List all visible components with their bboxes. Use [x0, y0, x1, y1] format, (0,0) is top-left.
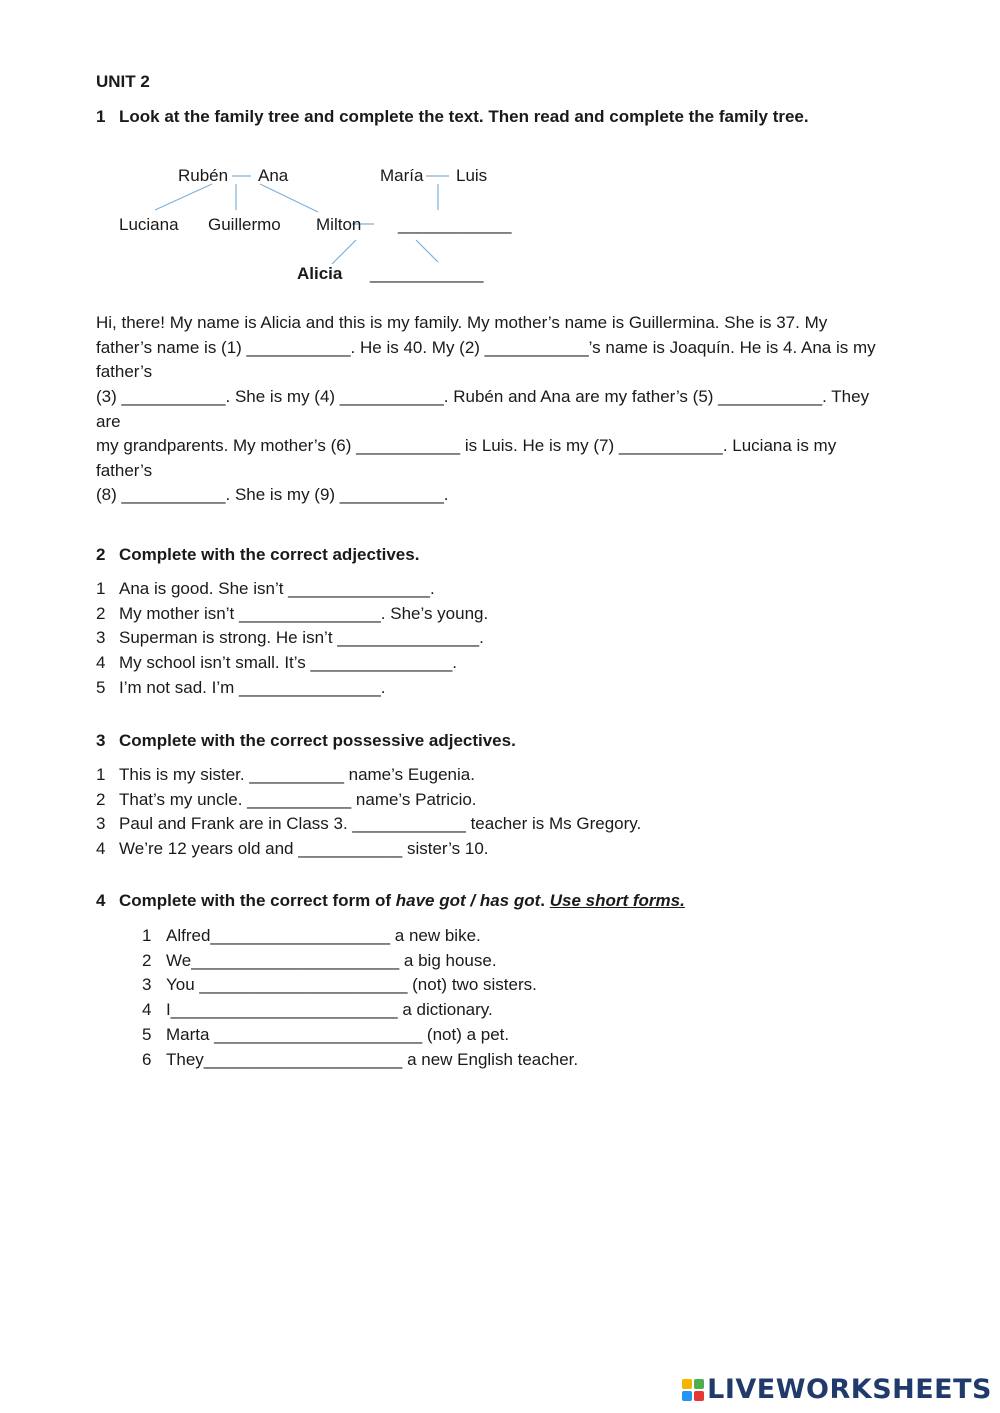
exercise-3-heading — [96, 731, 516, 751]
item-text: Marta ______________________ (not) a pet. — [166, 1025, 510, 1044]
paragraph-line: father’s — [96, 461, 153, 480]
exercise-3-item[interactable] — [96, 790, 477, 810]
exercise-4-item[interactable] — [142, 975, 537, 995]
paragraph-line[interactable]: my grandparents. My mother’s (6) ___________ is Luis. He is my (7) ___________. Luciana is my — [96, 436, 837, 455]
item-text: I________________________ a dictionary. — [166, 1000, 493, 1019]
item-text: We______________________ a big house. — [166, 951, 497, 970]
item-number: 1 — [96, 765, 106, 784]
item-number: 2 — [96, 604, 106, 623]
exercise-2-item[interactable] — [96, 678, 386, 698]
exercise-4-separator: . — [540, 891, 550, 910]
exercise-4-item[interactable] — [142, 926, 481, 946]
tree-blank-sibling[interactable]: ____________ — [370, 264, 484, 283]
tree-name-maria: María — [380, 166, 424, 185]
item-number: 3 — [96, 814, 106, 833]
exercise-4-verb-forms: have got / has got — [395, 891, 541, 910]
item-number: 3 — [96, 628, 106, 647]
item-text: We’re 12 years old and ___________ sister’s 10. — [119, 839, 489, 858]
paragraph-line: are — [96, 412, 121, 431]
item-text: My school isn’t small. It’s _______________. — [119, 653, 457, 672]
item-number: 2 — [96, 790, 106, 809]
item-text: They_____________________ a new English teacher. — [166, 1050, 579, 1069]
exercise-3-number: 3 — [96, 731, 106, 750]
item-text: Paul and Frank are in Class 3. ____________ teacher is Ms Gregory. — [119, 814, 642, 833]
paragraph-line: father’s — [96, 362, 153, 381]
exercise-2-heading — [96, 545, 419, 565]
logo-text: LIVEWORKSHEETS — [707, 1374, 992, 1405]
item-text: Superman is strong. He isn’t _______________. — [119, 628, 484, 647]
tree-line-to-alicia — [332, 240, 356, 264]
tree-name-guillermo: Guillermo — [208, 215, 281, 234]
item-text: My mother isn’t _______________. She’s young. — [119, 604, 489, 623]
logo-mark-tile — [694, 1391, 704, 1401]
exercise-3-item[interactable] — [96, 839, 489, 859]
paragraph-line[interactable]: (8) ___________. She is my (9) ___________. — [96, 485, 449, 504]
tree-name-milton: Milton — [316, 215, 362, 234]
exercise-4-item[interactable] — [142, 1000, 493, 1020]
exercise-3-item[interactable] — [96, 814, 641, 834]
liveworksheets-logo[interactable] — [682, 1374, 992, 1405]
item-number: 4 — [96, 839, 106, 858]
tree-line-to-milton — [260, 184, 318, 212]
item-text: Ana is good. She isn’t _______________. — [119, 579, 435, 598]
exercise-1-instruction: Look at the family tree and complete the text. Then read and complete the family tree. — [119, 107, 809, 126]
paragraph-line[interactable]: father’s name is (1) ___________. He is 40. My (2) ___________’s name is Joaquín. He is 4. Ana is my — [96, 338, 876, 357]
tree-name-ana: Ana — [258, 166, 289, 185]
unit-title: UNIT 2 — [96, 72, 150, 91]
item-number: 4 — [96, 653, 106, 672]
tree-line-to-sibling — [416, 240, 438, 262]
exercise-2-item[interactable] — [96, 604, 488, 624]
exercise-4-heading — [96, 891, 685, 911]
tree-name-luciana: Luciana — [119, 215, 179, 234]
tree-name-alicia: Alicia — [297, 264, 343, 283]
logo-mark-tile — [682, 1379, 692, 1389]
logo-mark-tile — [694, 1379, 704, 1389]
item-number: 4 — [142, 1000, 152, 1019]
exercise-4-instruction: Complete with the correct form of — [119, 891, 396, 910]
exercise-2-item[interactable] — [96, 628, 484, 648]
exercise-4-short-forms-note: Use short forms. — [549, 891, 685, 910]
logo-mark-icon — [682, 1379, 704, 1401]
item-text: You ______________________ (not) two sisters. — [166, 975, 537, 994]
item-number: 3 — [142, 975, 152, 994]
item-text: Alfred___________________ a new bike. — [166, 926, 481, 945]
tree-name-ruben: Rubén — [178, 166, 229, 185]
item-text: I’m not sad. I’m _______________. — [119, 678, 386, 697]
item-text: This is my sister. __________ name’s Eugenia. — [119, 765, 475, 784]
exercise-2-item[interactable] — [96, 579, 435, 599]
item-text: That’s my uncle. ___________ name’s Patricio. — [119, 790, 477, 809]
logo-mark-tile — [682, 1391, 692, 1401]
item-number: 5 — [96, 678, 106, 697]
exercise-4-item[interactable] — [142, 951, 497, 971]
tree-name-luis: Luis — [456, 166, 488, 185]
exercise-4-item[interactable] — [142, 1050, 578, 1070]
item-number: 1 — [142, 926, 152, 945]
item-number: 5 — [142, 1025, 152, 1044]
exercise-1-number: 1 — [96, 107, 106, 126]
exercise-3-instruction: Complete with the correct possessive adjectives. — [119, 731, 516, 750]
paragraph-line: Hi, there! My name is Alicia and this is my family. My mother’s name is Guillermina. She is 37. My — [96, 313, 828, 332]
exercise-4-number: 4 — [96, 891, 106, 910]
exercise-2-instruction: Complete with the correct adjectives. — [119, 545, 420, 564]
family-tree-lines — [0, 0, 1000, 300]
paragraph-line[interactable]: (3) ___________. She is my (4) ___________. Rubén and Ana are my father’s (5) ___________. They — [96, 387, 870, 406]
exercise-4-item[interactable] — [142, 1025, 509, 1045]
exercise-2-number: 2 — [96, 545, 106, 564]
item-number: 2 — [142, 951, 152, 970]
item-number: 1 — [96, 579, 106, 598]
tree-blank-mother[interactable]: ____________ — [398, 215, 512, 234]
exercise-2-item[interactable] — [96, 653, 457, 673]
exercise-3-item[interactable] — [96, 765, 475, 785]
tree-line-to-luciana — [155, 184, 212, 210]
item-number: 6 — [142, 1050, 152, 1069]
